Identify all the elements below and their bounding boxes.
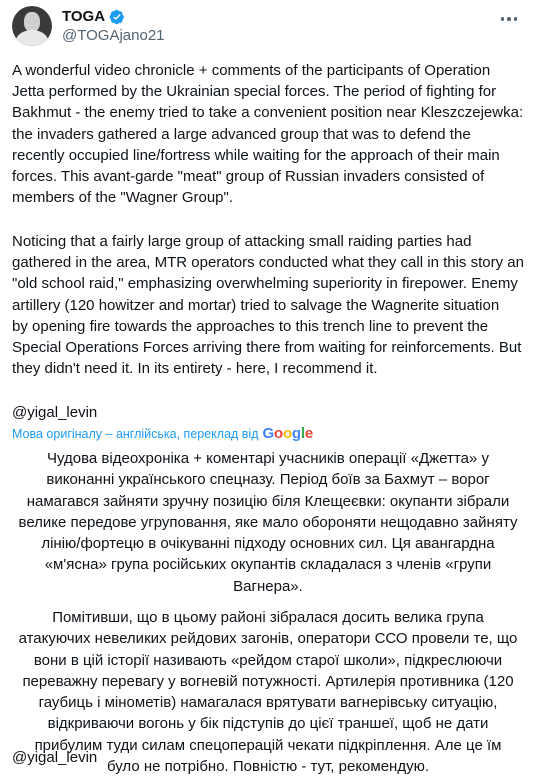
post-paragraph-2: Noticing that a fairly large group of attacking small raiding parties had gathered in the area, MTR operators conducted what they call in this story an "old school raid," emphasizing overwhelming superiority in firepower. Enemy artillery (120 howitzer and mortar) tried to salvage the Wagnerite situation by opening fire towards the approaches to this trench line to prevent the Special Operations Forces arriving there from waiting for reinforcements. But they didn't need it. In its entirety - here, I recommend it. — [12, 233, 524, 378]
translation-notice[interactable] — [12, 425, 313, 442]
display-name[interactable]: TOGA — [62, 8, 106, 25]
more-options-icon[interactable] — [498, 10, 520, 28]
user-handle[interactable]: @TOGAjano21 — [62, 27, 165, 44]
mention-link[interactable]: @yigal_levin — [12, 404, 98, 421]
original-paragraph-1: Чудова відеохроніка + коментарі учасників операції «Джетта» у виконанні українського спецназу. Період боїв за Бахмут – ворог намагався зайняти зручну позицію біля Клещеєвки: окупанти зібрали велике передове угруповання, яке мало обороняти нещодавно зайняту лінію/фортецю в очікуванні підходу основних сил. Ця авангардна «м'ясна» група російських окупантів складалася з членів «групи Вагнера». — [18, 450, 518, 595]
mention-link-original[interactable]: @yigal_levin — [12, 749, 98, 766]
post-paragraph-1: A wonderful video chronicle + comments of the participants of Operation Jetta performed by the Ukrainian special forces. The period of fighting for Bakhmut - the enemy tried to take a convenient position near Kleszczejewka: the invaders gathered a large advanced group that was to defend the recently occupied line/fortress while waiting for the approach of their main forces. This avant-garde "meat" group of Russian invaders consisted of members of the "Wagner Group". — [12, 62, 524, 207]
translation-note-text: Мова оригіналу – англійська, переклад від — [12, 426, 259, 441]
post-header — [0, 0, 534, 50]
verified-badge-icon — [109, 9, 125, 25]
avatar-body — [16, 30, 48, 46]
avatar[interactable] — [12, 6, 52, 46]
original-paragraph-2: Помітивши, що в цьому районі зібралася досить велика група атакуючих невеликих рейдових загонів, оператори ССО провели те, що вони в цій історії називають «рейдом старої школи», підкреслюючи переважну перевагу у вогневій потужності. Артилерія противника (120 гаубиць і мінометів) намагалася врятувати вагнерівську ситуацію, відкриваючи вогонь у бік підступів до цієї траншеї, щоб не дати прибулим туди силам спецоперацій чекати підкріплення. Але це їм було не потрібно. Повністю - тут, рекомендую. — [18, 609, 518, 776]
avatar-face — [24, 12, 40, 32]
google-logo: Google — [262, 425, 314, 442]
name-row — [62, 8, 125, 25]
